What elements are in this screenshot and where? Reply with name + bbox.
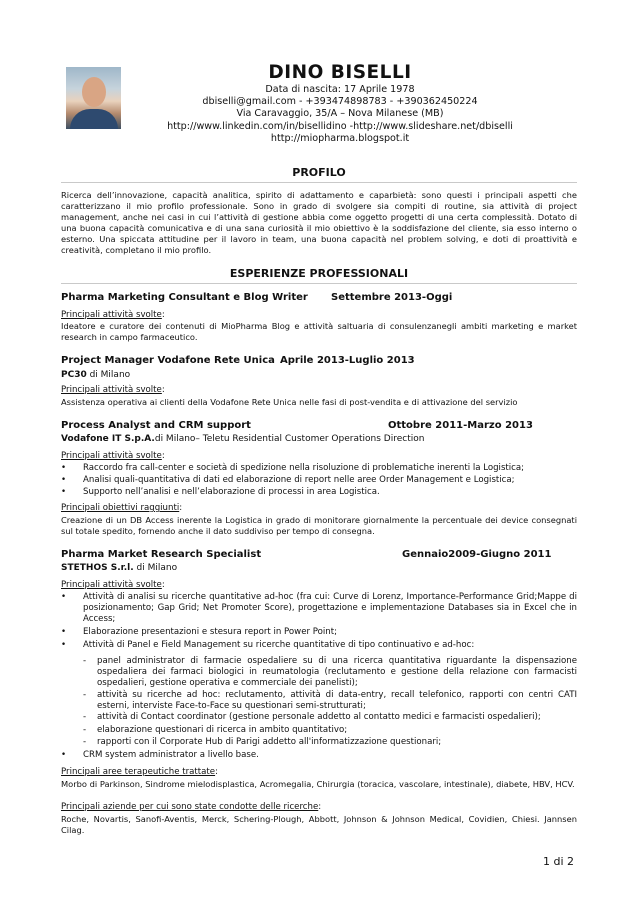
cv-header (120, 62, 560, 145)
job-4-clients-text: Roche, Novartis, Sanofi-Aventis, Merck, Schering-Plough, Abbott, Johnson & Johnson Medical, Covidien, Chiesi. Jannsen Cilag. (61, 814, 577, 835)
job-1-label: Principali attività svolte: (61, 310, 165, 320)
bullet-icon: • (61, 750, 67, 760)
dash-icon: - (83, 737, 87, 747)
dash-icon: - (83, 656, 87, 666)
profile-divider (61, 182, 577, 183)
job-4-location: di Milano (133, 563, 178, 573)
photo-shirt (70, 109, 118, 129)
job-4-heading (61, 549, 577, 560)
job-4-clients-label: Principali aziende per cui sono state condotte delle ricerche: (61, 802, 322, 812)
bullet-icon: • (61, 592, 67, 602)
experience-divider (61, 283, 577, 284)
job-4-company: STETHOS S.r.l. (61, 563, 134, 573)
candidate-name: DINO BISELLI (268, 62, 412, 83)
job-4-areas-label: Principali aree terapeutiche trattate: (61, 767, 218, 777)
profile-title: PROFILO (292, 166, 346, 179)
profile-links[interactable]: http://www.linkedin.com/in/bisellidino -http://www.slideshare.net/dbiselli (167, 120, 513, 132)
job-3-role: Process Analyst and CRM support (61, 420, 251, 431)
job-3-goals-text: Creazione di un DB Access inerente la Logistica in grado di monitorare giornalmente la percentuale dei device consegnati sul totale spedito, fornendo anche il dato suddiviso per tempo di consegna. (61, 515, 577, 536)
job-2-date: Aprile 2013-Luglio 2013 (280, 355, 415, 366)
job-3-goals-label: Principali obiettivi raggiunti: (61, 503, 183, 513)
bullet-icon: • (61, 475, 67, 485)
bullet-icon: • (61, 463, 67, 473)
job-4-areas-text: Morbo di Parkinson, Sindrome mielodisplastica, Acromegalia, Chirurgia (toracica, vascolare, intestinale), diabete, HBV, HCV. (61, 779, 575, 789)
job-3-details: di Milano– Teletu Residential Customer Operations Direction (154, 434, 425, 444)
job-4-employer (61, 563, 177, 573)
blog-link[interactable]: http://miopharma.blogspot.it (270, 132, 410, 144)
job-1-role: Pharma Marketing Consultant e Blog Writer (61, 292, 308, 303)
profile-photo (66, 67, 121, 129)
job-3-company: Vodafone IT S.p.A. (61, 434, 155, 444)
job-2-text: Assistenza operativa ai clienti della Vodafone Rete Unica nelle fasi di post-vendita e di attivazione del servizio (61, 397, 518, 407)
page-number: 1 di 2 (543, 855, 575, 868)
dash-icon: - (83, 712, 87, 722)
job-2-label: Principali attività svolte: (61, 385, 165, 395)
bullet-icon: • (61, 627, 67, 637)
job-1-date: Settembre 2013-Oggi (331, 292, 453, 303)
profile-text: Ricerca dell’innovazione, capacità analitica, spirito di adattamento e caparbietà: sono questi i principali aspetti che caratterizzano il mio profilo professionale. Sono in grado di svolgere sia compiti di routine, sia attività di project management, anche nei casi in cui l’attività di gestione abbia come oggetto progetti di una certa complessità. Dotato di una buona capacità comunicativa e di una sana curiosità il mio obiettivo è la soddisfazione del cliente, sia esso interno o esterno. Una spiccata attitudine per il lavoro in team, una buona capacità nel problem solving, e doti di proattività e creatività, completano il mio profilo. (61, 190, 577, 255)
bullet-icon: • (61, 487, 67, 497)
bullet-icon: • (61, 640, 67, 650)
job-4-label: Principali attività svolte: (61, 580, 165, 590)
job-3-employer (61, 434, 424, 444)
dash-icon: - (83, 725, 87, 735)
job-1-text: Ideatore e curatore dei contenuti di MioPharma Blog e attività saltuaria di consulenzanegli ambiti marketing e market research in campo farmaceutico. (61, 321, 577, 342)
job-1-heading (61, 292, 577, 303)
photo-face (82, 77, 106, 107)
job-3-heading (61, 420, 577, 431)
experience-title: ESPERIENZE PROFESSIONALI (229, 267, 409, 280)
job-3-label: Principali attività svolte: (61, 451, 165, 461)
job-4-date: Gennaio2009-Giugno 2011 (402, 549, 552, 560)
dash-icon: - (83, 690, 87, 700)
birth-date: Data di nascita: 17 Aprile 1978 (265, 84, 415, 95)
job-4-role: Pharma Market Research Specialist (61, 549, 262, 560)
job-3-date: Ottobre 2011-Marzo 2013 (388, 420, 533, 431)
contacts: dbiselli@gmail.com - +393474898783 - +390362450224 (202, 96, 478, 108)
job-2-role: Project Manager Vodafone Rete Unica (61, 355, 275, 366)
cv-page: DINO BISELLI Data di nascita: 17 Aprile 1978 dbiselli@gmail.com - +393474898783 - +390362450224 Via Caravaggio, 35/A – Nova Milanese (MB) http://www.linkedin.com/in/bisellidino -http://www.slideshare.net/dbiselli http://miopharma.blogspot.it PROFILO Ricerca dell’innovazione, capacità analitica, spirito di adattamento e caparbietà: sono questi i principali aspetti che caratterizzano il mio profilo professionale. Sono in grado di svolgere sia compiti di routine, sia attività di project management, anche nei casi in cui l’attività di gestione abbia come oggetto progetti di una certa complessità. Dotato di una buona capacità comunicativa e di una sana curiosità il mio obiettivo è la soddisfazione del cliente, sia esso interno o esterno. Una spiccata attitudine per il lavoro in team, una buona capacità nel problem solving, e doti di proattività e creatività, completano il mio profilo. ESPERIENZE PROFESSIONALI Pharma Marketing Consultant e Blog Writer Settembre 2013-Oggi Principali attività svolte: Ideatore e curatore dei contenuti di MioPharma Blog e attività saltuaria di consulenzanegli ambiti marketing e market research in campo farmaceutico. Project Manager Vodafone Rete Unica Aprile 2013-Luglio 2013 PC30 di Milano Principali attività svolte: Assistenza operativa ai clienti della Vodafone Rete Unica nelle fasi di post-vendita e di attivazione del servizio Process Analyst and CRM support Ottobre 2011-Marzo 2013 Vodafone IT S.p.A.di Milano– Teletu Residential Customer Operations Direction Principali attività svolte: • Raccordo fra call-center e società di spedizione nella risoluzione di problematiche inerenti la Logistica; • Analisi quali-quantitativa di dati ed elaborazione di report nelle aree Order Management e Logistica; • Supporto nell’analisi e nell’elaborazione di processi in area Logistica. Principali obiettivi raggiunti: Creazione di un DB Access inerente la Logistica in grado di monitorare giornalmente la percentuale dei device consegnati sul totale spedito, fornendo anche il dato suddiviso per tempo di consegna. Pharma Market Research Specialist Gennaio2009-Giugno 2011 STETHOS S.r.l. di Milano Principali attività svolte: • Attività di analisi su ricerche quantitative ad-hoc (fra cui: Curve di Lorenz, Importance-Performance Grid;Mappe di posizionamento; Gap Grid; Net Promoter Score), progettazione e implementazione Databases sia in Excel che in Access; • Elaborazione presentazioni e stesura report in Power Point; • Attività di Panel e Field Management su ricerche quantitative di tipo continuativo e ad-hoc: - panel administrator di farmacie ospedaliere su di una ricerca quantitativa riguardante la dispensazione ospedaliera dei farmaci biologici in reumatologia (reclutamento e gestione della relazione con farmacisti ospedalieri, gestione operativa e commerciale dei panelisti); - attività su ricerche ad hoc: reclutamento, attività di data-entry, recall telefonico, rapporti con centri CATI esterni, interviste Face-to-Face su questionari semi-strutturati; - attività di Contact coordinator (gestione personale addetto al contatto medici e farmacisti ospedalieri); - elaborazione questionari di ricerca in ambito quantitativo; - rapporti con il Corporate Hub di Parigi addetto all'informatizzazione questionari; • CRM system administrator a livello base. Principali aree terapeutiche trattate: Morbo di Parkinson, Sindrome mielodisplastica, Acromegalia, Chirurgia (toracica, vascolare, intestinale), diabete, HBV, HCV. Principali aziende per cui sono state condotte delle ricerche: Roche, Novartis, Sanofi-Aventis, Merck, Schering-Plough, Abbott, Johnson & Johnson Medical, Covidien, Chiesi. Jannsen Cilag. 1 di 2 (61, 62, 577, 868)
job-2-location: di Milano (86, 370, 131, 380)
job-2-heading (61, 355, 577, 366)
job-2-employer (61, 370, 130, 380)
address: Via Caravaggio, 35/A – Nova Milanese (MB) (236, 108, 444, 120)
job-2-company: PC30 (61, 370, 87, 380)
